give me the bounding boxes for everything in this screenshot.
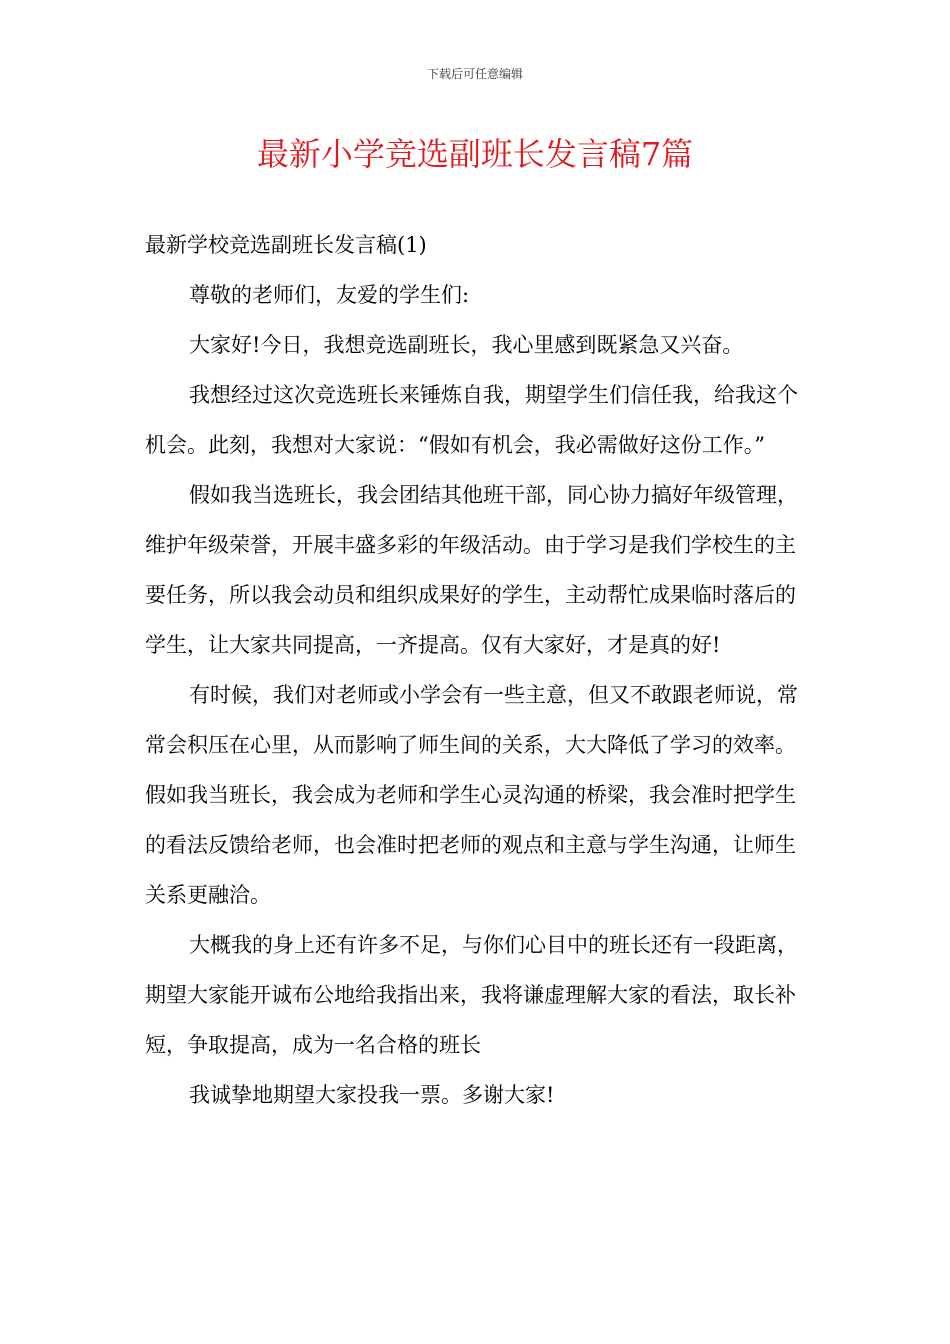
paragraph-greeting: 尊敬的老师们，友爱的学生们: (189, 283, 470, 307)
paragraph-closing: 我诚挚地期望大家投我一票。多谢大家! (189, 1083, 555, 1107)
paragraph-intro: 大家好!今日，我想竞选副班长，我心里感到既紧急又兴奋。 (189, 333, 744, 357)
paragraph-humility: 大概我的身上还有许多不足，与你们心目中的班长还有一段距离，期望大家能开诚布公地给我指出来，我将谦虚理解大家的看法，取长补短，争取提高，成为一名合格的班长 (145, 933, 798, 1057)
header-note: 下载后可任意编辑 (426, 67, 523, 81)
paragraph-motivation: 我想经过这次竞选班长来锤炼自我，期望学生们信任我，给我这个机会。此刻，我想对大家说：“假如有机会，我必需做好这份工作。” (145, 383, 798, 457)
document-title: 最新小学竞选副班长发言稿7篇 (256, 135, 694, 173)
paragraph-communication: 有时候，我们对老师或小学会有一些主意，但又不敢跟老师说，常常会积压在心里，从而影响了师生间的关系，大大降低了学习的效率。假如我当班长，我会成为老师和学生心灵沟通的桥梁，我会准时把学生的看法反馈给老师，也会准时把老师的观点和主意与学生沟通，让师生关系更融洽。 (145, 683, 798, 907)
section-title: 最新学校竞选副班长发言稿(1) (145, 233, 427, 257)
document-body (145, 220, 810, 1120)
paragraph-plan: 假如我当选班长，我会团结其他班干部，同心协力搞好年级管理，维护年级荣誉，开展丰盛多彩的年级活动。由于学习是我们学校生的主要任务，所以我会动员和组织成果好的学生，主动帮忙成果临时落后的学生，让大家共同提高，一齐提高。仅有大家好，才是真的好! (145, 483, 798, 657)
